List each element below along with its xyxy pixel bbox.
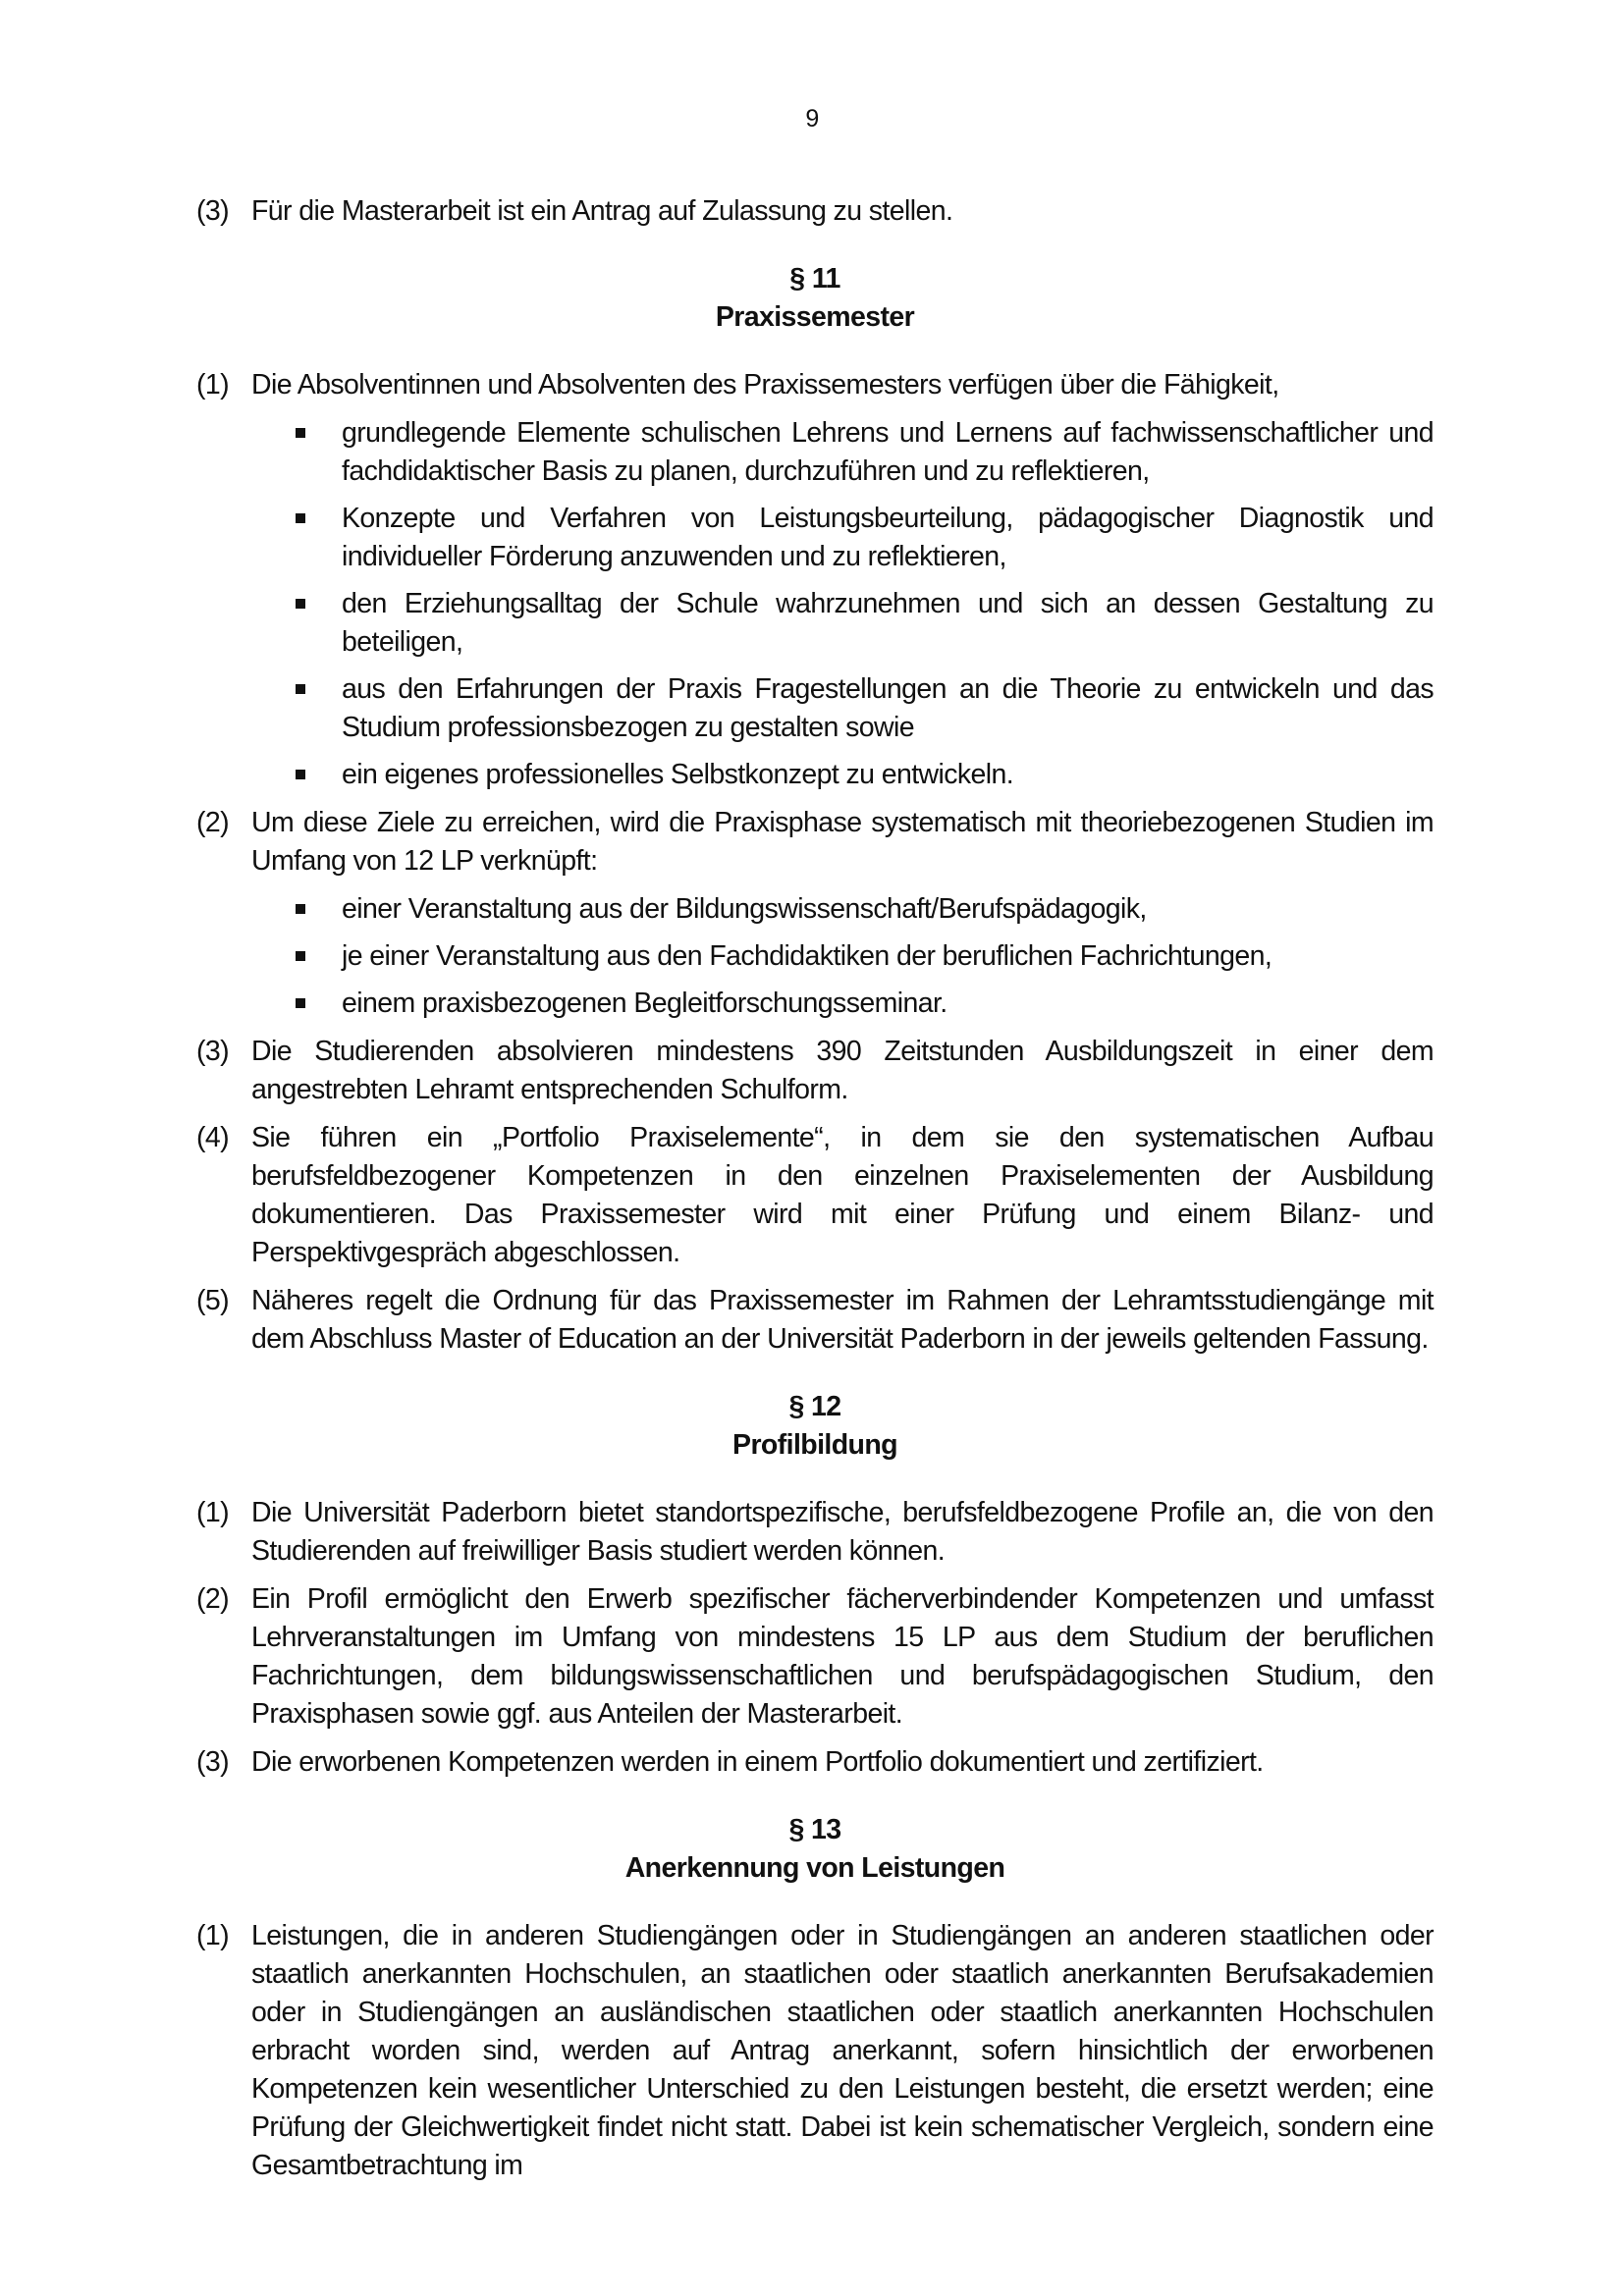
section-symbol: § 12 <box>788 1391 841 1422</box>
list-item <box>196 756 1434 794</box>
square-bullet-icon <box>296 770 305 779</box>
paragraph-text: Sie führen ein „Portfolio Praxiselemente“, in dem sie den systematischen Aufbau berufsfeldbezogener Kompetenzen in den einzelnen Praxiselementen der Ausbildung dokumentieren. Das Praxissemester wird mit einer Prüfung und einem Bilanz- und Perspektivgespräch abgeschlossen. <box>251 1122 1434 1268</box>
list-item-text: je einer Veranstaltung aus den Fachdidaktiken der beruflichen Fachrichtungen, <box>342 940 1272 972</box>
section-symbol: § 13 <box>788 1814 841 1845</box>
list-item-text: einem praxisbezogenen Begleitforschungsseminar. <box>342 988 947 1019</box>
paragraph-text: Ein Profil ermöglicht den Erwerb spezifischer fächerverbindender Kompetenzen und umfasst Lehrveranstaltungen im Umfang von mindestens 15 LP aus dem Studium der beruflichen Fachrichtungen, dem bildungswissenschaftlichen und berufspädagogischen Studium, den Praxisphasen sowie ggf. aus Anteilen der Masterarbeit. <box>251 1583 1434 1730</box>
paragraph-text: Die Studierenden absolvieren mindestens 390 Zeitstunden Ausbildungszeit in einer dem angestrebten Lehramt entsprechenden Schulform. <box>251 1036 1434 1105</box>
list-item <box>196 585 1434 662</box>
list-item <box>196 670 1434 747</box>
paragraph-number: (5) <box>196 1285 230 1316</box>
paragraph-13-1 <box>196 1917 1434 2185</box>
section-title: Anerkennung von Leistungen <box>624 1852 1005 1884</box>
paragraph-number: (3) <box>196 195 230 227</box>
paragraph-number: (1) <box>196 1497 230 1528</box>
paragraph-text: Für die Masterarbeit ist ein Antrag auf Zulassung zu stellen. <box>251 195 953 227</box>
paragraph-text: Die erworbenen Kompetenzen werden in einem Portfolio dokumentiert und zertifiziert. <box>251 1746 1264 1778</box>
list-item <box>196 890 1434 929</box>
square-bullet-icon <box>296 904 305 914</box>
paragraph-11-4 <box>196 1119 1434 1272</box>
document-body <box>196 192 1434 2195</box>
paragraph-12-1 <box>196 1494 1434 1571</box>
section-heading-13 <box>196 1811 1434 1888</box>
paragraph-11-5 <box>196 1282 1434 1359</box>
bullet-list-11-2 <box>196 890 1434 1023</box>
square-bullet-icon <box>296 599 305 609</box>
square-bullet-icon <box>296 998 305 1008</box>
section-heading-12 <box>196 1388 1434 1465</box>
section-title: Profilbildung <box>732 1429 897 1461</box>
list-item <box>196 937 1434 976</box>
list-item-text: einer Veranstaltung aus der Bildungswissenschaft/Berufspädagogik, <box>342 893 1147 925</box>
list-item-text: den Erziehungsalltag der Schule wahrzunehmen und sich an dessen Gestaltung zu beteiligen, <box>342 588 1434 658</box>
paragraph-text: Die Universität Paderborn bietet standortspezifische, berufsfeldbezogene Profile an, die von den Studierenden auf freiwilliger Basis studiert werden können. <box>251 1497 1434 1567</box>
square-bullet-icon <box>296 513 305 523</box>
paragraph-text: Die Absolventinnen und Absolventen des Praxissemesters verfügen über die Fähigkeit, <box>251 369 1279 400</box>
list-item-text: aus den Erfahrungen der Praxis Fragestellungen an die Theorie zu entwickeln und das Studium professionsbezogen zu gestalten sowie <box>342 673 1434 743</box>
square-bullet-icon <box>296 428 305 438</box>
list-item-text: Konzepte und Verfahren von Leistungsbeurteilung, pädagogischer Diagnostik und individueller Förderung anzuwenden und zu reflektieren, <box>342 503 1434 572</box>
list-item-text: grundlegende Elemente schulischen Lehrens und Lernens auf fachwissenschaftlicher und fachdidaktischer Basis zu planen, durchzuführen und zu reflektieren, <box>342 417 1434 487</box>
paragraph-number: (4) <box>196 1122 230 1153</box>
paragraph-text: Leistungen, die in anderen Studiengängen oder in Studiengängen an anderen staatlichen oder staatlich anerkannten Hochschulen, an staatlichen oder staatlich anerkannten Berufsakademien oder in Studiengängen an ausländischen staatlichen oder staatlich anerkannten Hochschulen erbracht worden sind, werden auf Antrag anerkannt, sofern hinsichtlich der erworbenen Kompetenzen kein wesentlicher Unterschied zu den Leistungen besteht, die ersetzt werden; eine Prüfung der Gleichwertigkeit findet nicht statt. Dabei ist kein schematischer Vergleich, sondern eine Gesamtbetrachtung im <box>251 1920 1434 2181</box>
paragraph-number: (1) <box>196 369 230 400</box>
paragraph-text: Um diese Ziele zu erreichen, wird die Praxisphase systematisch mit theoriebezogenen Studien im Umfang von 12 LP verknüpft: <box>251 807 1434 877</box>
bullet-list-11-1 <box>196 414 1434 794</box>
page-number: 9 <box>805 105 819 133</box>
paragraph-number: (3) <box>196 1036 230 1067</box>
list-item <box>196 500 1434 576</box>
paragraph-text: Näheres regelt die Ordnung für das Praxissemester im Rahmen der Lehramtsstudiengänge mit dem Abschluss Master of Education an der Universität Paderborn in der jeweils geltenden Fassung. <box>251 1285 1434 1355</box>
list-item-text: ein eigenes professionelles Selbstkonzept zu entwickeln. <box>342 759 1014 790</box>
section-symbol: § 11 <box>789 263 840 294</box>
list-item <box>196 414 1434 491</box>
paragraph-number: (1) <box>196 1920 230 1951</box>
section-heading-11 <box>196 260 1434 337</box>
paragraph-number: (2) <box>196 1583 230 1615</box>
square-bullet-icon <box>296 684 305 694</box>
paragraph-number: (3) <box>196 1746 230 1778</box>
list-item <box>196 985 1434 1023</box>
paragraph-12-3 <box>196 1743 1434 1782</box>
paragraph-11-3 <box>196 1033 1434 1109</box>
paragraph-12-2 <box>196 1580 1434 1734</box>
intro-paragraph <box>196 192 1434 231</box>
section-title: Praxissemester <box>715 301 915 333</box>
paragraph-number: (2) <box>196 807 230 838</box>
paragraph-11-1 <box>196 366 1434 404</box>
paragraph-11-2 <box>196 804 1434 881</box>
square-bullet-icon <box>296 951 305 961</box>
